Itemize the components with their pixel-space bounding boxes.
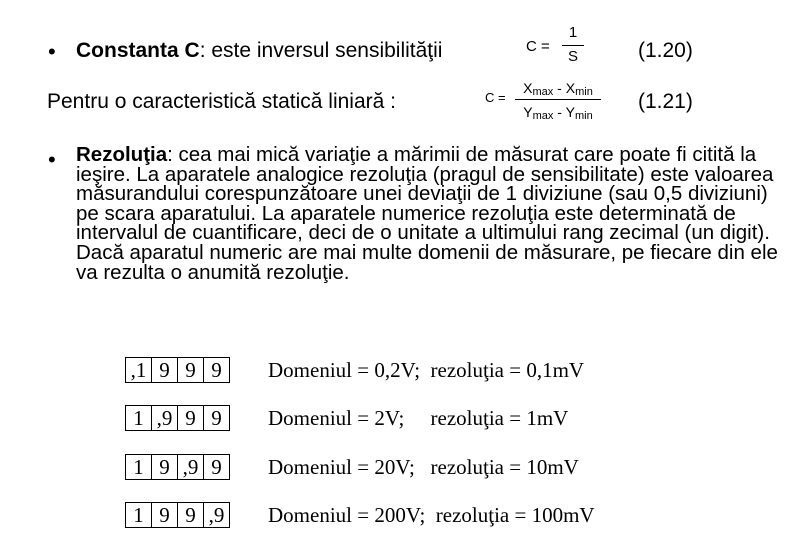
digit-display-2: [125, 454, 230, 480]
rezolutia-term: Rezoluţia: [76, 143, 168, 166]
example-caption-2: Domeniul = 20V; rezoluţia = 10mV: [268, 455, 579, 479]
digit-cell: 1: [126, 455, 152, 479]
example-caption-1: Domeniul = 2V; rezoluţia = 1mV: [268, 406, 569, 430]
fraction-bar: [562, 45, 584, 46]
formula-denominator: S: [567, 48, 578, 65]
digit-cell: 9: [152, 455, 178, 479]
formula-lhs: C =: [485, 90, 506, 105]
equation-number-1-20: (1.20): [638, 39, 693, 62]
digit-cell: 9: [152, 358, 178, 382]
fraction-bar: [515, 99, 601, 100]
digit-cell: 9: [204, 406, 230, 430]
digit-cell: 9: [152, 503, 178, 527]
digit-cell: 1: [126, 406, 152, 430]
digit-cell: ,9: [178, 455, 204, 479]
formula-lhs: C =: [526, 38, 550, 55]
bullet-marker: •: [48, 39, 56, 64]
rezolutia-paragraph: [76, 145, 788, 282]
digit-cell: 9: [204, 358, 230, 382]
formula-numerator: $X_{max} - X_{min}$: [523, 80, 593, 98]
liniara-text: Pentru o caracteristică statică liniară :: [47, 90, 396, 113]
equation-number-1-21: (1.21): [638, 90, 693, 113]
digit-cell: 9: [178, 358, 204, 382]
formula-numerator: 1: [568, 24, 578, 41]
digit-cell: 9: [178, 503, 204, 527]
example-caption-0: Domeniul = 0,2V; rezoluţia = 0,1mV: [268, 358, 585, 382]
constanta-text: : este inversul sensibilităţii: [199, 39, 443, 62]
formula-denominator: $Y_{max} - Y_{min}$: [523, 104, 593, 122]
digit-cell: ,9: [204, 503, 230, 527]
digit-cell: 9: [204, 455, 230, 479]
digit-cell: ,9: [152, 406, 178, 430]
digit-display-1: [125, 405, 230, 431]
digit-display-3: [125, 502, 230, 528]
digit-cell: 9: [178, 406, 204, 430]
digit-cell: 1: [126, 503, 152, 527]
example-caption-3: Domeniul = 200V; rezoluţia = 100mV: [268, 503, 595, 527]
constanta-line: [76, 38, 442, 64]
rezolutia-text: : cea mai mică variaţie a mărimii de măsurat care poate fi citită la ieşire. La aparatele analogice rezoluţia (pragul de sensibilitate) este valoarea măsurandului corespunzătoare unei deviaţii de 1 diviziune (sau 0,5 diviziuni) pe scara aparatului. La aparatele numerice rezoluţia este determinată de intervalul de cuantificare, deci de o unitate a ultimului rang zecimal (un digit). Dacă aparatul numeric are mai multe domenii de măsurare, pe fiecare din ele va rezulta o anumită rezoluţie.: [76, 143, 778, 284]
constanta-term: Constanta C: [76, 39, 200, 62]
digit-display-0: [125, 357, 230, 383]
digit-cell: ,1: [126, 358, 152, 382]
bullet-marker: •: [48, 147, 56, 172]
